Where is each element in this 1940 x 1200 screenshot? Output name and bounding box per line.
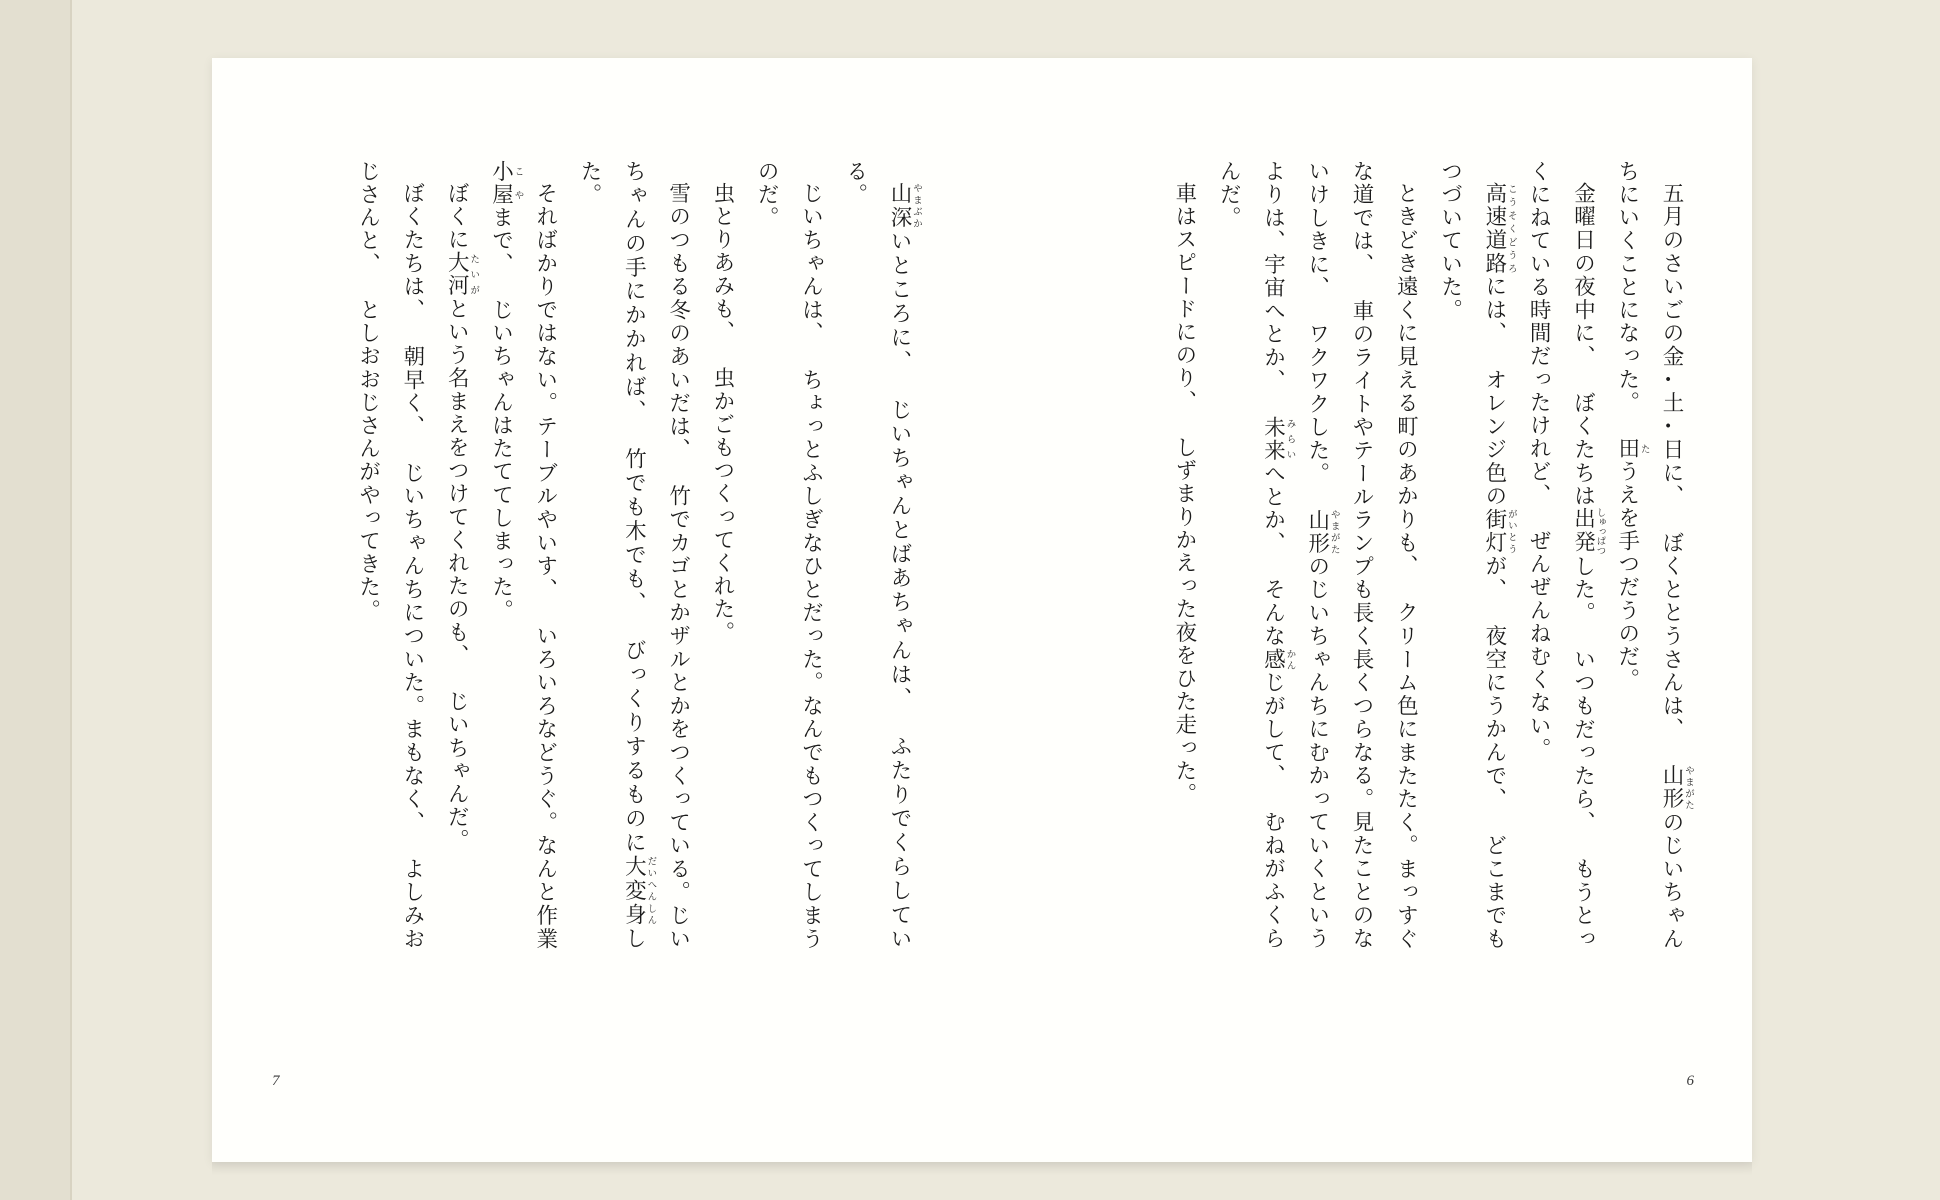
paragraph: ときどき遠くに見える町のあかりも、 クリーム色にまたたく。まっすぐな道では、 車のライトやテールランプも長く長くつらなる。見たことのないけしきに、 ワクワクした。 山形 やまがたのじいちゃんちにむかっていくというよりは、宇宙へとか、 未来 みらいへとか、 そんな感 かんじがして、 むねがふくらんだ。 <box>1217 160 1419 951</box>
paragraph: 虫とりあみも、 虫かごもつくってくれた。 <box>710 181 735 644</box>
ruby-yamagata: 山形 やまがた <box>1305 508 1339 556</box>
page-number-left: 7 <box>272 1073 280 1089</box>
table-surface-left-edge <box>0 0 72 1200</box>
page-left <box>212 58 982 1162</box>
ruby-yamabuka: 山深 やまぶか <box>888 181 921 230</box>
paragraph: 金曜日の夜中に、 ぼくたちは出発 しゅっぱつした。 いつもだったら、 もうとっくにねている時間だったけれど、 ぜんぜんねむくない。 <box>1527 160 1605 950</box>
page-right-body <box>1044 160 1694 950</box>
page-number-right: 6 <box>1686 1073 1694 1089</box>
ruby-kousokudouro: 高速道路 こうそくどうろ <box>1482 181 1516 275</box>
ruby-daihenshin: 大変身 だいへんしん <box>622 854 656 927</box>
paragraph: 車はスピードにのり、 しずまりかえった夜をひた走った。 <box>1172 181 1197 806</box>
paragraph: 山深 やまぶかいところに、 じいちゃんとばあちゃんは、 ふたりでくらしている。 <box>843 160 921 951</box>
ruby-koya: 小屋 こや <box>489 160 523 207</box>
paragraph: じいちゃんは、 ちょっとふしぎなひとだった。なんでもつくってしまうのだ。 <box>755 160 824 950</box>
ruby-ta: 田 た <box>1615 437 1649 461</box>
ruby-gaitou: 街灯 がいとう <box>1482 507 1516 555</box>
ruby-kan: 感 かん <box>1261 648 1295 672</box>
paragraph: ぼくに大河 たいがという名まえをつけてくれたのも、 じいちゃんだ。 <box>445 181 479 852</box>
paragraph: 雪のつもる冬のあいだは、 竹でカゴとかザルとかをつくっている。じいちゃんの手にかかれば、 竹でも木でも、 びっくりするものに大変身 だいへんしんした。 <box>578 160 691 950</box>
page-left-body <box>356 160 922 951</box>
book-spread <box>212 58 1752 1162</box>
paragraph: 高速道路 こうそくどうろには、 オレンジ色の街灯 がいとうが、 夜空にうかんで、 どこまでもつづいていた。 <box>1438 160 1516 951</box>
paragraph: 五月のさいごの金・土・日に、 ぼくととうさんは、 山形 やまがたのじいちゃんちにいくことになった。 田 たうえを手つだうのだ。 <box>1615 160 1693 951</box>
paragraph: そればかりではない。テーブルやいす、 いろいろなどうぐ。なんと作業小屋 こやまで、 じいちゃんはたててしまった。 <box>489 160 558 950</box>
ruby-yamagata: 山形 やまがた <box>1660 763 1693 811</box>
ruby-taiga: 大河 たいが <box>445 250 479 298</box>
ruby-shuppatsu: 出発 しゅっぱつ <box>1571 507 1605 555</box>
ruby-mirai: 未来 みらい <box>1261 415 1295 463</box>
paragraph: ぼくたちは、 朝早く、 じいちゃんちについた。まもなく、 よしみおじさんと、 としおおじさんがやってきた。 <box>356 160 425 950</box>
page-right <box>982 58 1752 1162</box>
